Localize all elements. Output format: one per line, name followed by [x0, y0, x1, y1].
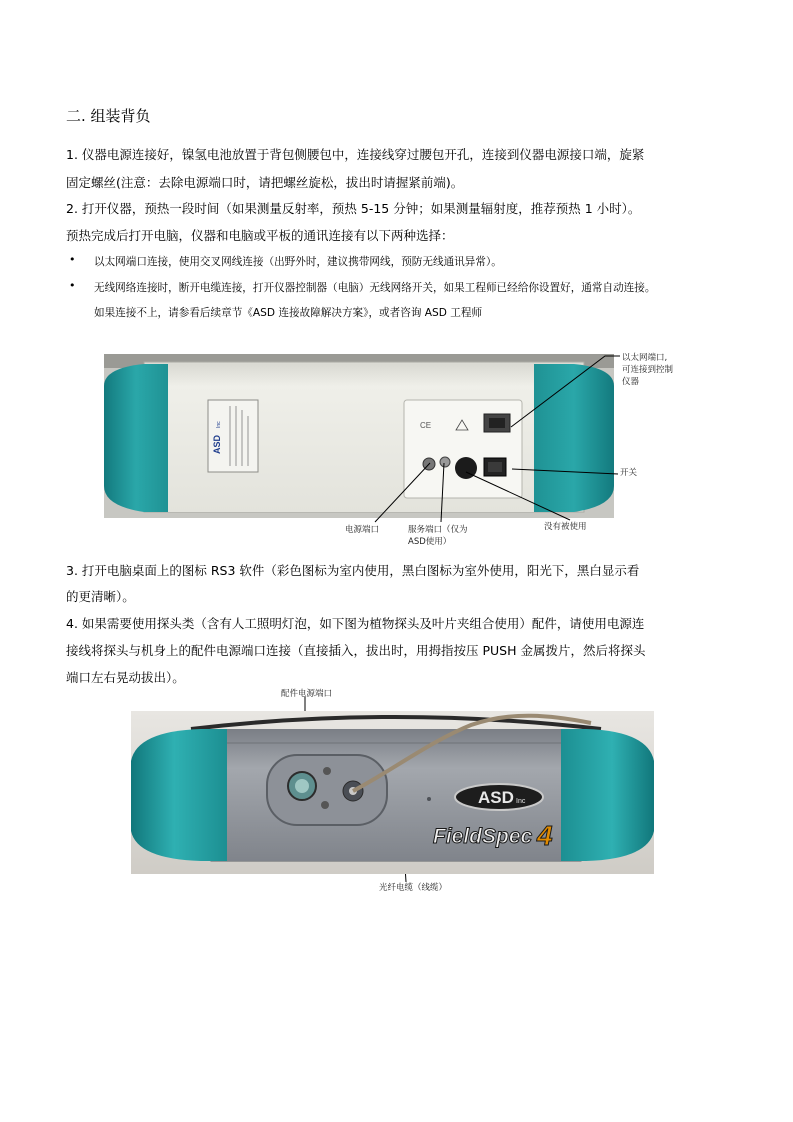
bullet-mark: • [69, 279, 76, 292]
asd-logo-inc: Inc [516, 798, 526, 805]
fieldspec-logo-number: 4 [537, 820, 553, 851]
bullet-item-wireless: 无线网络连接时，断开电缆连接，打开仪器控制器（电脑）无线网络开关，如果工程师已经给你设置好，通常自动连接。 [94, 282, 656, 294]
paragraph-2-line-1: 2. 打开仪器，预热一段时间（如果测量反射率，预热 5-15 分钟；如果测量辐射度，推荐预热 1 小时）。 [66, 201, 641, 216]
annotation-service-port-line1: 服务端口（仅为 [408, 525, 468, 535]
paragraph-2-line-2: 预热完成后打开电脑，仪器和电脑或平板的通讯连接有以下两种选择： [66, 228, 454, 243]
sticker-inc-text: Inc [216, 421, 222, 428]
annotation-ethernet-line3: 仪器 [622, 377, 640, 387]
paragraph-3-line-2: 的更清晰）。 [66, 589, 135, 604]
bullet-item-ethernet: 以太网端口连接，使用交叉网线连接（出野外时，建议携带网线，预防无线通讯异常）。 [94, 256, 502, 268]
paragraph-4-line-3: 端口左右晃动拔出）。 [66, 670, 185, 685]
annotation-switch: 开关 [620, 468, 638, 478]
paragraph-1-line-2: 固定螺丝(注意：去除电源端口时，请把螺丝旋松，拔出时请握紧前端)。 [66, 175, 464, 190]
annotation-ethernet-line1: 以太网端口, [622, 353, 668, 363]
bullet-mark: • [69, 253, 76, 266]
fieldspec-logo-text: FieldSpec [433, 825, 533, 848]
annotation-ethernet-line2: 可连接到控制 [622, 365, 674, 375]
fieldspec-front-photo [131, 711, 654, 874]
annotation-accessory-port: 配件电源端口 [281, 689, 333, 699]
paragraph-4-line-2: 接线将探头与机身上的配件电源端口连接（直接插入，拔出时，用拇指按压 PUSH 金属拨片，然后将探头 [66, 643, 646, 658]
sticker-brand-text: ASD [212, 434, 222, 454]
asd-logo-text: ASD [478, 788, 514, 807]
paragraph-4-line-1: 4. 如果需要使用探头类（含有人工照明灯泡，如下图为植物探头及叶片夹组合使用）配件，请使用电源连 [66, 616, 645, 631]
bullet-item-wireless-continued: 如果连接不上，请参看后续章节《ASD 连接故障解决方案》，或者咨询 ASD 工程师 [94, 307, 483, 319]
paragraph-3-line-1: 3. 打开电脑桌面上的图标 RS3 软件（彩色图标为室内使用，黑白图标为室外使用，阳光下，黑白显示看 [66, 563, 640, 578]
svg-text:CE: CE [420, 421, 432, 430]
annotation-power-port: 电源端口 [345, 525, 380, 535]
annotation-fiber-cable: 光纤电缆（线缆） [379, 883, 448, 893]
annotation-service-port-line2: ASD使用） [408, 537, 452, 547]
annotation-unused: 没有被使用 [544, 522, 587, 532]
section-title: 二. 组装背负 [66, 107, 151, 125]
paragraph-1-line-1: 1. 仪器电源连接好，镍氢电池放置于背包侧腰包中，连接线穿过腰包开孔，连接到仪器电源接口端，旋紧 [66, 147, 645, 162]
